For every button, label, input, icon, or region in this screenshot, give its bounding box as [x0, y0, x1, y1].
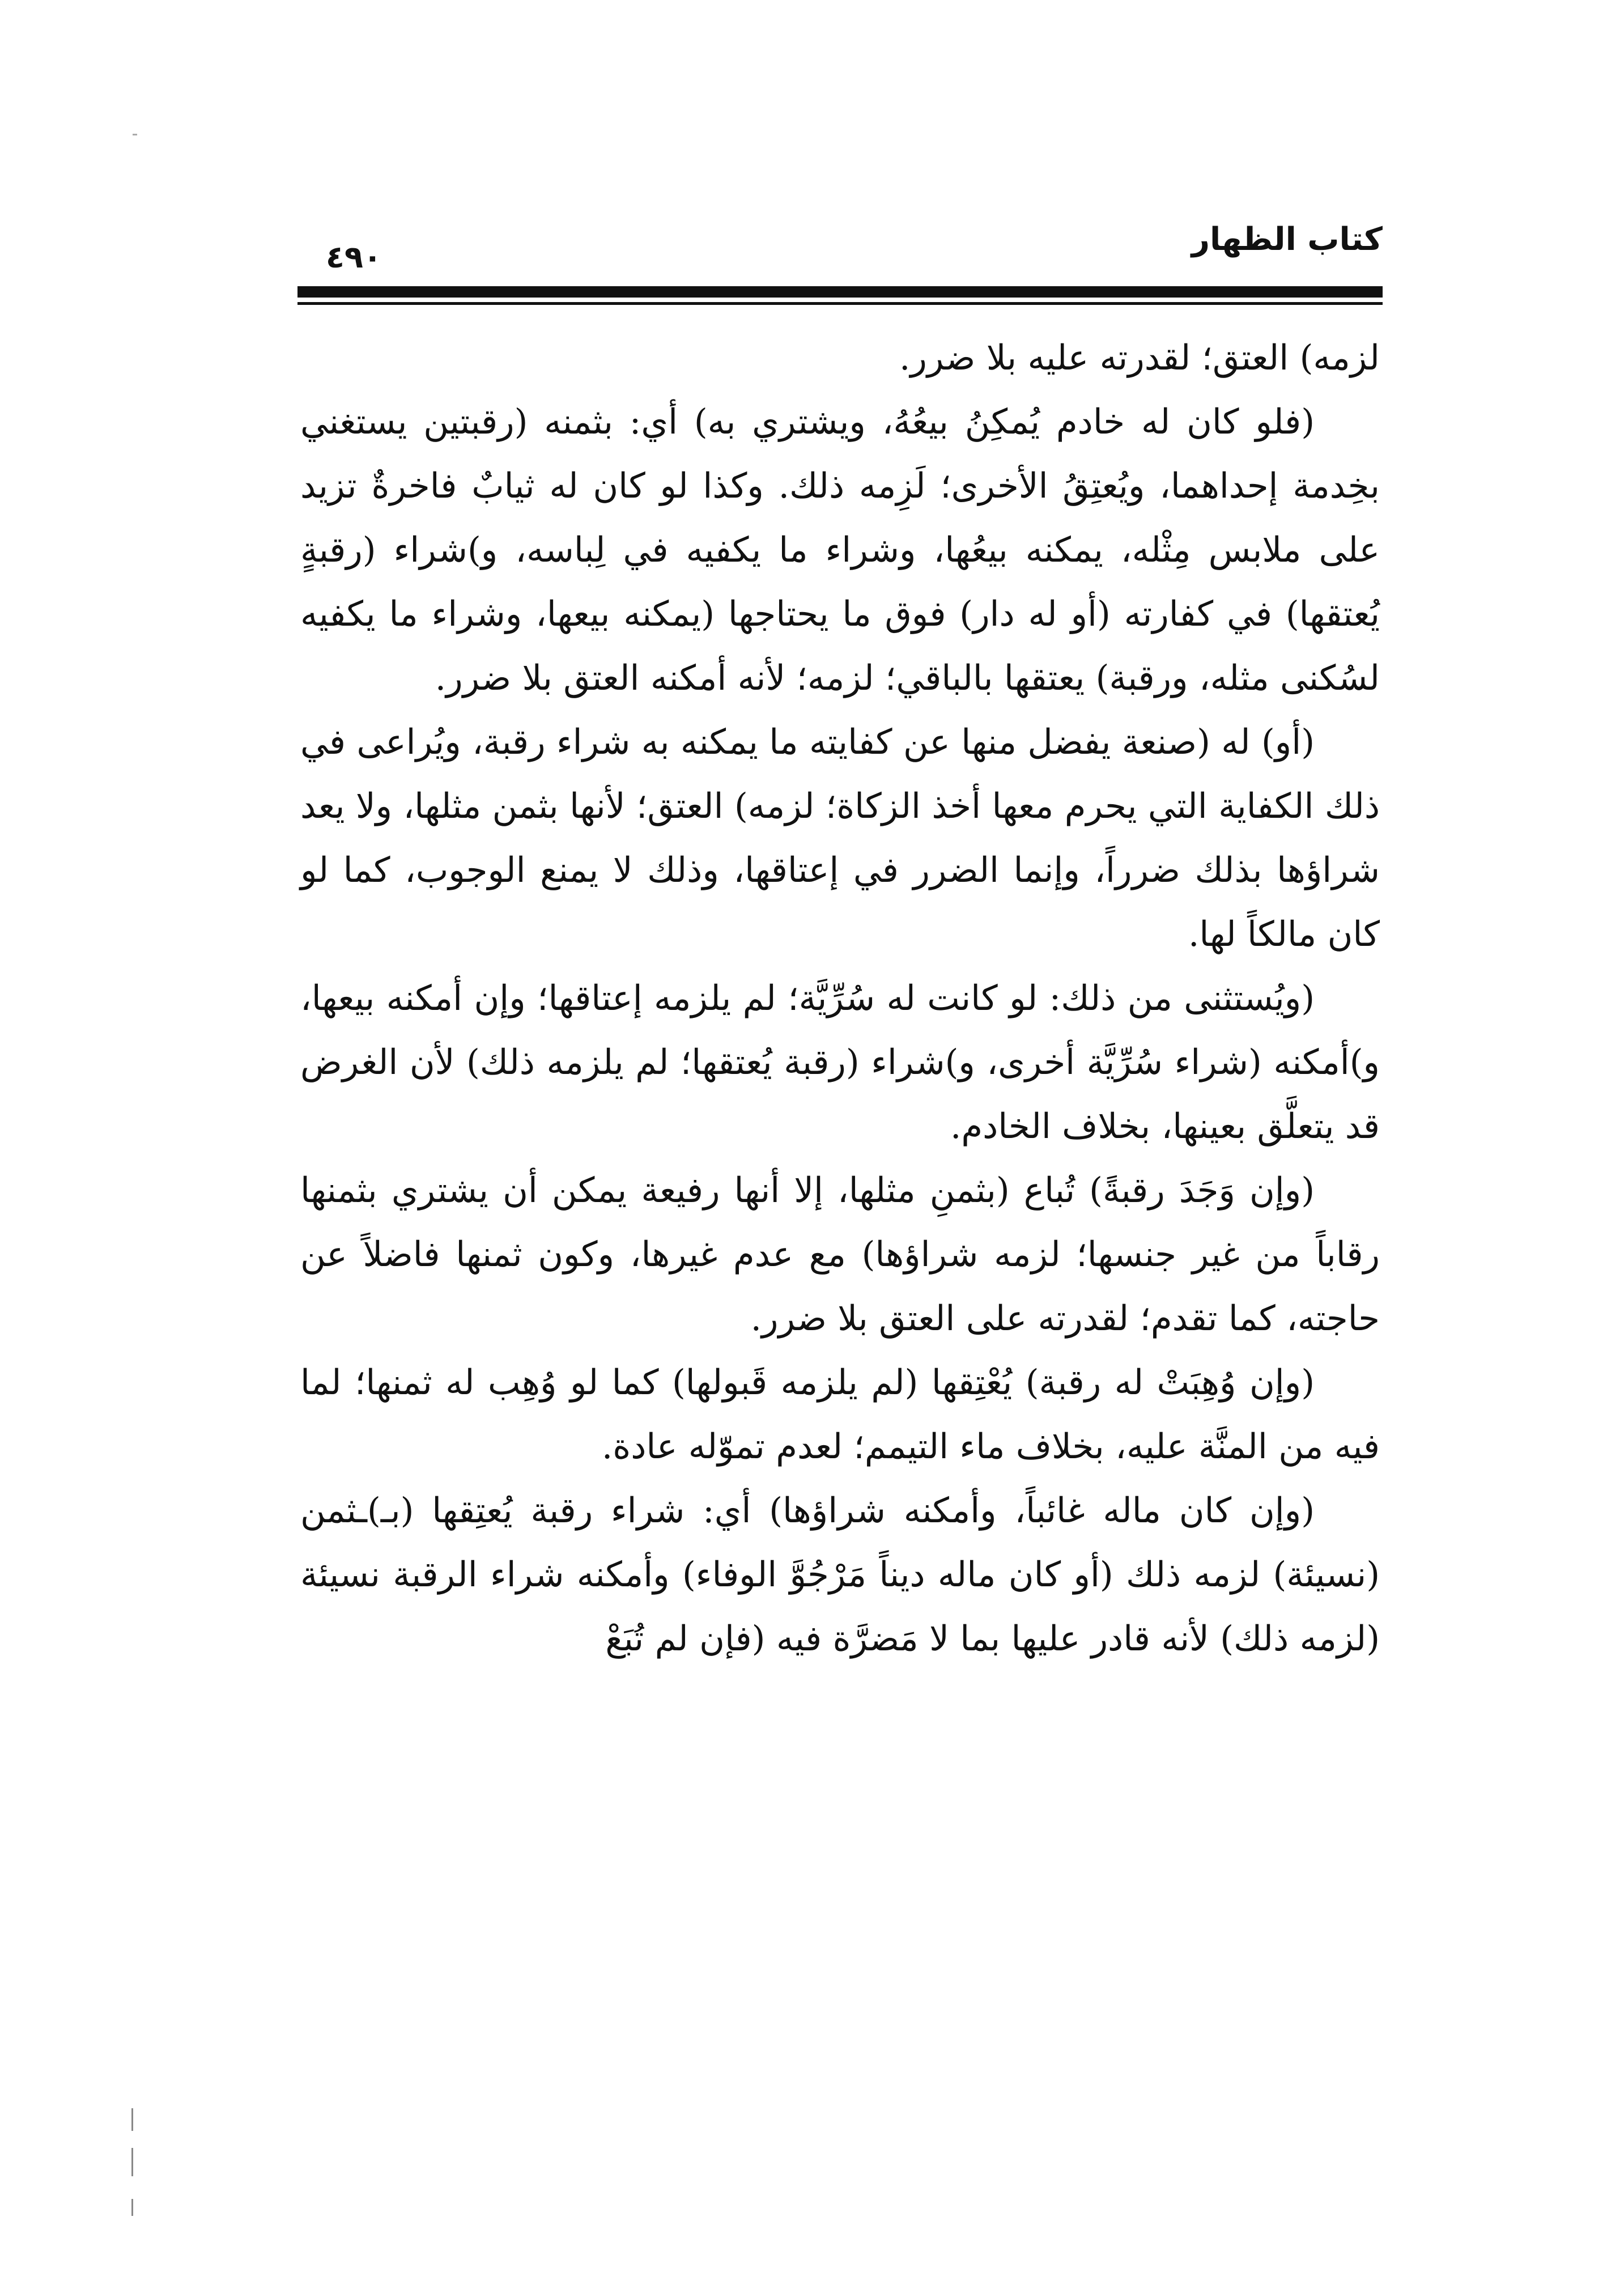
header-rule-thick: [297, 286, 1383, 298]
paragraph-7: (وإن كان ماله غائباً، وأمكنه شراؤها) أي: شراء رقبة يُعتِقها (بـ)ـثمن (نسيئة) لزمه ذلك (أو كان ماله ديناً مَرْجُوَّ الوفاء) وأمكنه شراء الرقبة نسيئة (لزمه ذلك) لأنه قادر عليها بما لا مَضرَّة فيه (فإن لم تُبَعْ: [300, 1491, 1380, 1659]
paragraph-1: لزمه) العتق؛ لقدرته عليه بلا ضرر.: [899, 338, 1380, 378]
page-header: [297, 215, 1383, 275]
header-rule-thin: [297, 302, 1383, 305]
paragraph-4: (ويُستثنى من ذلك: لو كانت له سُرِّيَّة؛ لم يلزمه إعتاقها؛ وإن أمكنه بيعها، و)أمكنه (شراء سُرِّيَّة أخرى، و)شراء (رقبة يُعتقها؛ لم يلزمه ذلك) لأن الغرض قد يتعلَّق بعينها، بخلاف الخادم.: [300, 978, 1380, 1146]
paragraph-5: (وإن وَجَدَ رقبةً) تُباع (بثمنِ مثلها، إلا أنها رفيعة يمكن أن يشتري بثمنها رقاباً من غير جنسها؛ لزمه شراؤها) مع عدم غيرها، وكون ثمنها فاضلاً عن حاجته، كما تقدم؛ لقدرته على العتق بلا ضرر.: [300, 1170, 1380, 1339]
scan-speck: [133, 134, 137, 135]
margin-mark: [131, 2148, 133, 2176]
paragraph-2: (فلو كان له خادم يُمكِنُ بيعُهُ، ويشتري به) أي: بثمنه (رقبتين يستغني بخِدمة إحداهما، ويُعتِقُ الأخرى؛ لَزِمه ذلك. وكذا لو كان له ثيابٌ فاخرةٌ تزيد على ملابس مِثْله، يمكنه بيعُها، وشراء ما يكفيه في لِباسه، و)شراء (رقبةٍ يُعتقها) في كفارته (أو له دار) فوق ما يحتاجها (يمكنه بيعها، وشراء ما يكفيه لسُكنى مثله، ورقبة) يعتقها بالباقي؛ لزمه؛ لأنه أمكنه العتق بلا ضرر.: [300, 402, 1380, 698]
page-number: ٤٩٠: [326, 239, 382, 275]
body-text: [300, 326, 1380, 1671]
margin-mark: [131, 2108, 133, 2131]
paragraph-3: (أو) له (صنعة يفضل منها عن كفايته ما يمكنه به شراء رقبة، ويُراعى في ذلك الكفاية التي يحرم معها أخذ الزكاة؛ لزمه) العتق؛ لأنها بثمن مثلها، ولا يعد شراؤها بذلك ضرراً، وإنما الضرر في إعتاقها، وذلك لا يمنع الوجوب، كما لو كان مالكاً لها.: [300, 722, 1380, 954]
paragraph-6: (وإن وُهِبَتْ له رقبة) يُعْتِقها (لم يلزمه قَبولها) كما لو وُهِب له ثمنها؛ لما فيه من المنَّة عليه، بخلاف ماء التيمم؛ لعدم تموّله عادة.: [300, 1362, 1380, 1467]
running-title: كتاب الظهار: [1191, 221, 1383, 258]
margin-mark: [131, 2199, 133, 2216]
